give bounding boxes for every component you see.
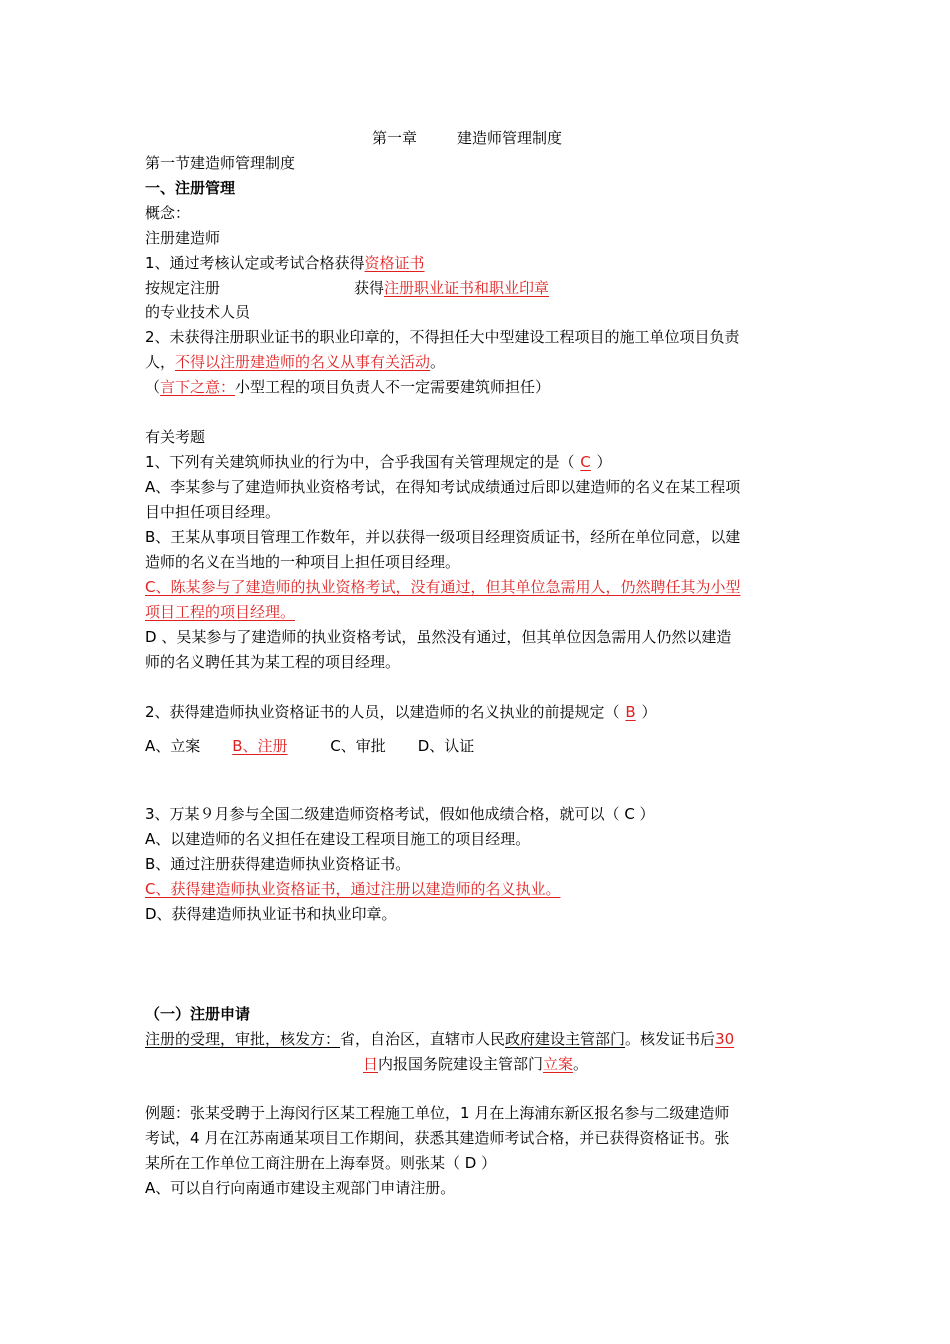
part1-heading: 一、注册管理	[145, 179, 236, 197]
key-phrase: 资格证书	[364, 254, 425, 272]
q3-option-d: D、获得建造师执业证书和执业印章。	[145, 905, 397, 923]
q1-option-b: B、王某从事项目管理工作数年，并以获得一级项目经理资质证书，经所在单位同意，以建	[145, 528, 741, 546]
registration-line-1: 注册的受理，审批，核发方：省，自治区，直辖市人民政府建设主管部门。核发证书后30	[145, 1030, 735, 1048]
chapter-number: 第一章	[372, 129, 418, 147]
concept-line-1: 1、通过考核认定或考试合格获得资格证书	[145, 254, 425, 272]
exam-heading: 有关考题	[145, 428, 206, 446]
chapter-title	[372, 128, 562, 148]
q1-stem: 1、下列有关建筑师执业的行为中，合乎我国有关管理规定的是（ C ）	[145, 453, 612, 471]
note-key: 言下之意：	[160, 378, 236, 396]
chapter-name: 建造师管理制度	[457, 129, 563, 147]
section-title: 第一节建造师管理制度	[145, 154, 296, 172]
q3-option-a: A、以建造师的名义担任在建设工程项目施工的项目经理。	[145, 830, 531, 848]
concept-label: 概念：	[145, 204, 191, 222]
registration-days: 30	[715, 1030, 735, 1048]
rule-2-line-2: 人，不得以注册建造师的名义从事有关活动。	[145, 353, 446, 371]
q1-option-b-cont: 造师的名义在当地的一种项目上担任项目经理。	[145, 553, 461, 571]
example-line-3: 某所在工作单位工商注册在上海奉贤。则张某（ D ）	[145, 1154, 497, 1172]
q3-option-b: B、通过注册获得建造师执业资格证书。	[145, 855, 411, 873]
q1-option-c: C、陈某参与了建造师的执业资格考试，没有通过，但其单位急需用人，仍然聘任其为小型	[145, 578, 741, 596]
implication-note: （言下之意：小型工程的项目负责人不一定需要建筑师担任）	[145, 378, 551, 396]
rule-2-line-1: 2、未获得注册职业证书的职业印章的，不得担任大中型建设工程项目的施工单位项目负责	[145, 328, 740, 346]
concept-line-2: 按规定注册	[145, 279, 221, 297]
q1-answer: C	[580, 453, 591, 471]
registration-dept: 政府建设主管部门	[505, 1030, 626, 1048]
example-line-1: 例题：张某受聘于上海闵行区某工程施工单位，1 月在上海浦东新区报名参与二级建造师	[145, 1104, 730, 1122]
concept-term: 注册建造师	[145, 229, 221, 247]
q2-options	[145, 736, 474, 756]
q1-option-d-cont: 师的名义聘任其为某工程的项目经理。	[145, 653, 401, 671]
registration-line-2: 日内报国务院建设主管部门立案。	[363, 1055, 589, 1073]
example-line-2: 考试，4 月在江苏南通某项目工作期间，获悉其建造师考试合格，并已获得资格证书。张	[145, 1129, 730, 1147]
example-option-a: A、可以自行向南通市建设主观部门申请注册。	[145, 1179, 456, 1197]
q3-option-c: C、获得建造师执业资格证书，通过注册以建造师的名义执业。	[145, 880, 561, 898]
q2-option-b: B、注册	[232, 737, 288, 755]
concept-line-3: 的专业技术人员	[145, 303, 251, 321]
concept-line-2-right: 获得注册职业证书和职业印章	[354, 279, 550, 297]
registration-label: 注册的受理，审批，核发方：	[145, 1030, 341, 1048]
part2-heading: （一）注册申请	[145, 1005, 251, 1023]
q1-option-d: D 、吴某参与了建造师的执业资格考试，虽然没有通过，但其单位因急需用人仍然以建造	[145, 628, 732, 646]
key-phrase: 注册职业证书和职业印章	[384, 279, 550, 297]
q1-option-a: A、李某参与了建造师执业资格考试，在得知考试成绩通过后即以建造师的名义在某工程项	[145, 478, 741, 496]
q2-option-d: D、认证	[417, 737, 475, 755]
q3-stem: 3、万某９月参与全国二级建造师资格考试，假如他成绩合格，就可以（ C ）	[145, 805, 655, 823]
q1-option-c-cont: 项目工程的项目经理。	[145, 603, 296, 621]
q2-answer: B	[625, 703, 636, 721]
q1-option-a-cont: 目中担任项目经理。	[145, 503, 281, 521]
q2-option-a: A、立案	[145, 737, 201, 755]
q2-stem: 2、获得建造师执业资格证书的人员，以建造师的名义执业的前提规定（ B ）	[145, 703, 657, 721]
q2-option-c: C、审批	[330, 737, 386, 755]
registration-key: 立案	[543, 1055, 574, 1073]
key-phrase: 不得以注册建造师的名义从事有关活动	[175, 353, 431, 371]
